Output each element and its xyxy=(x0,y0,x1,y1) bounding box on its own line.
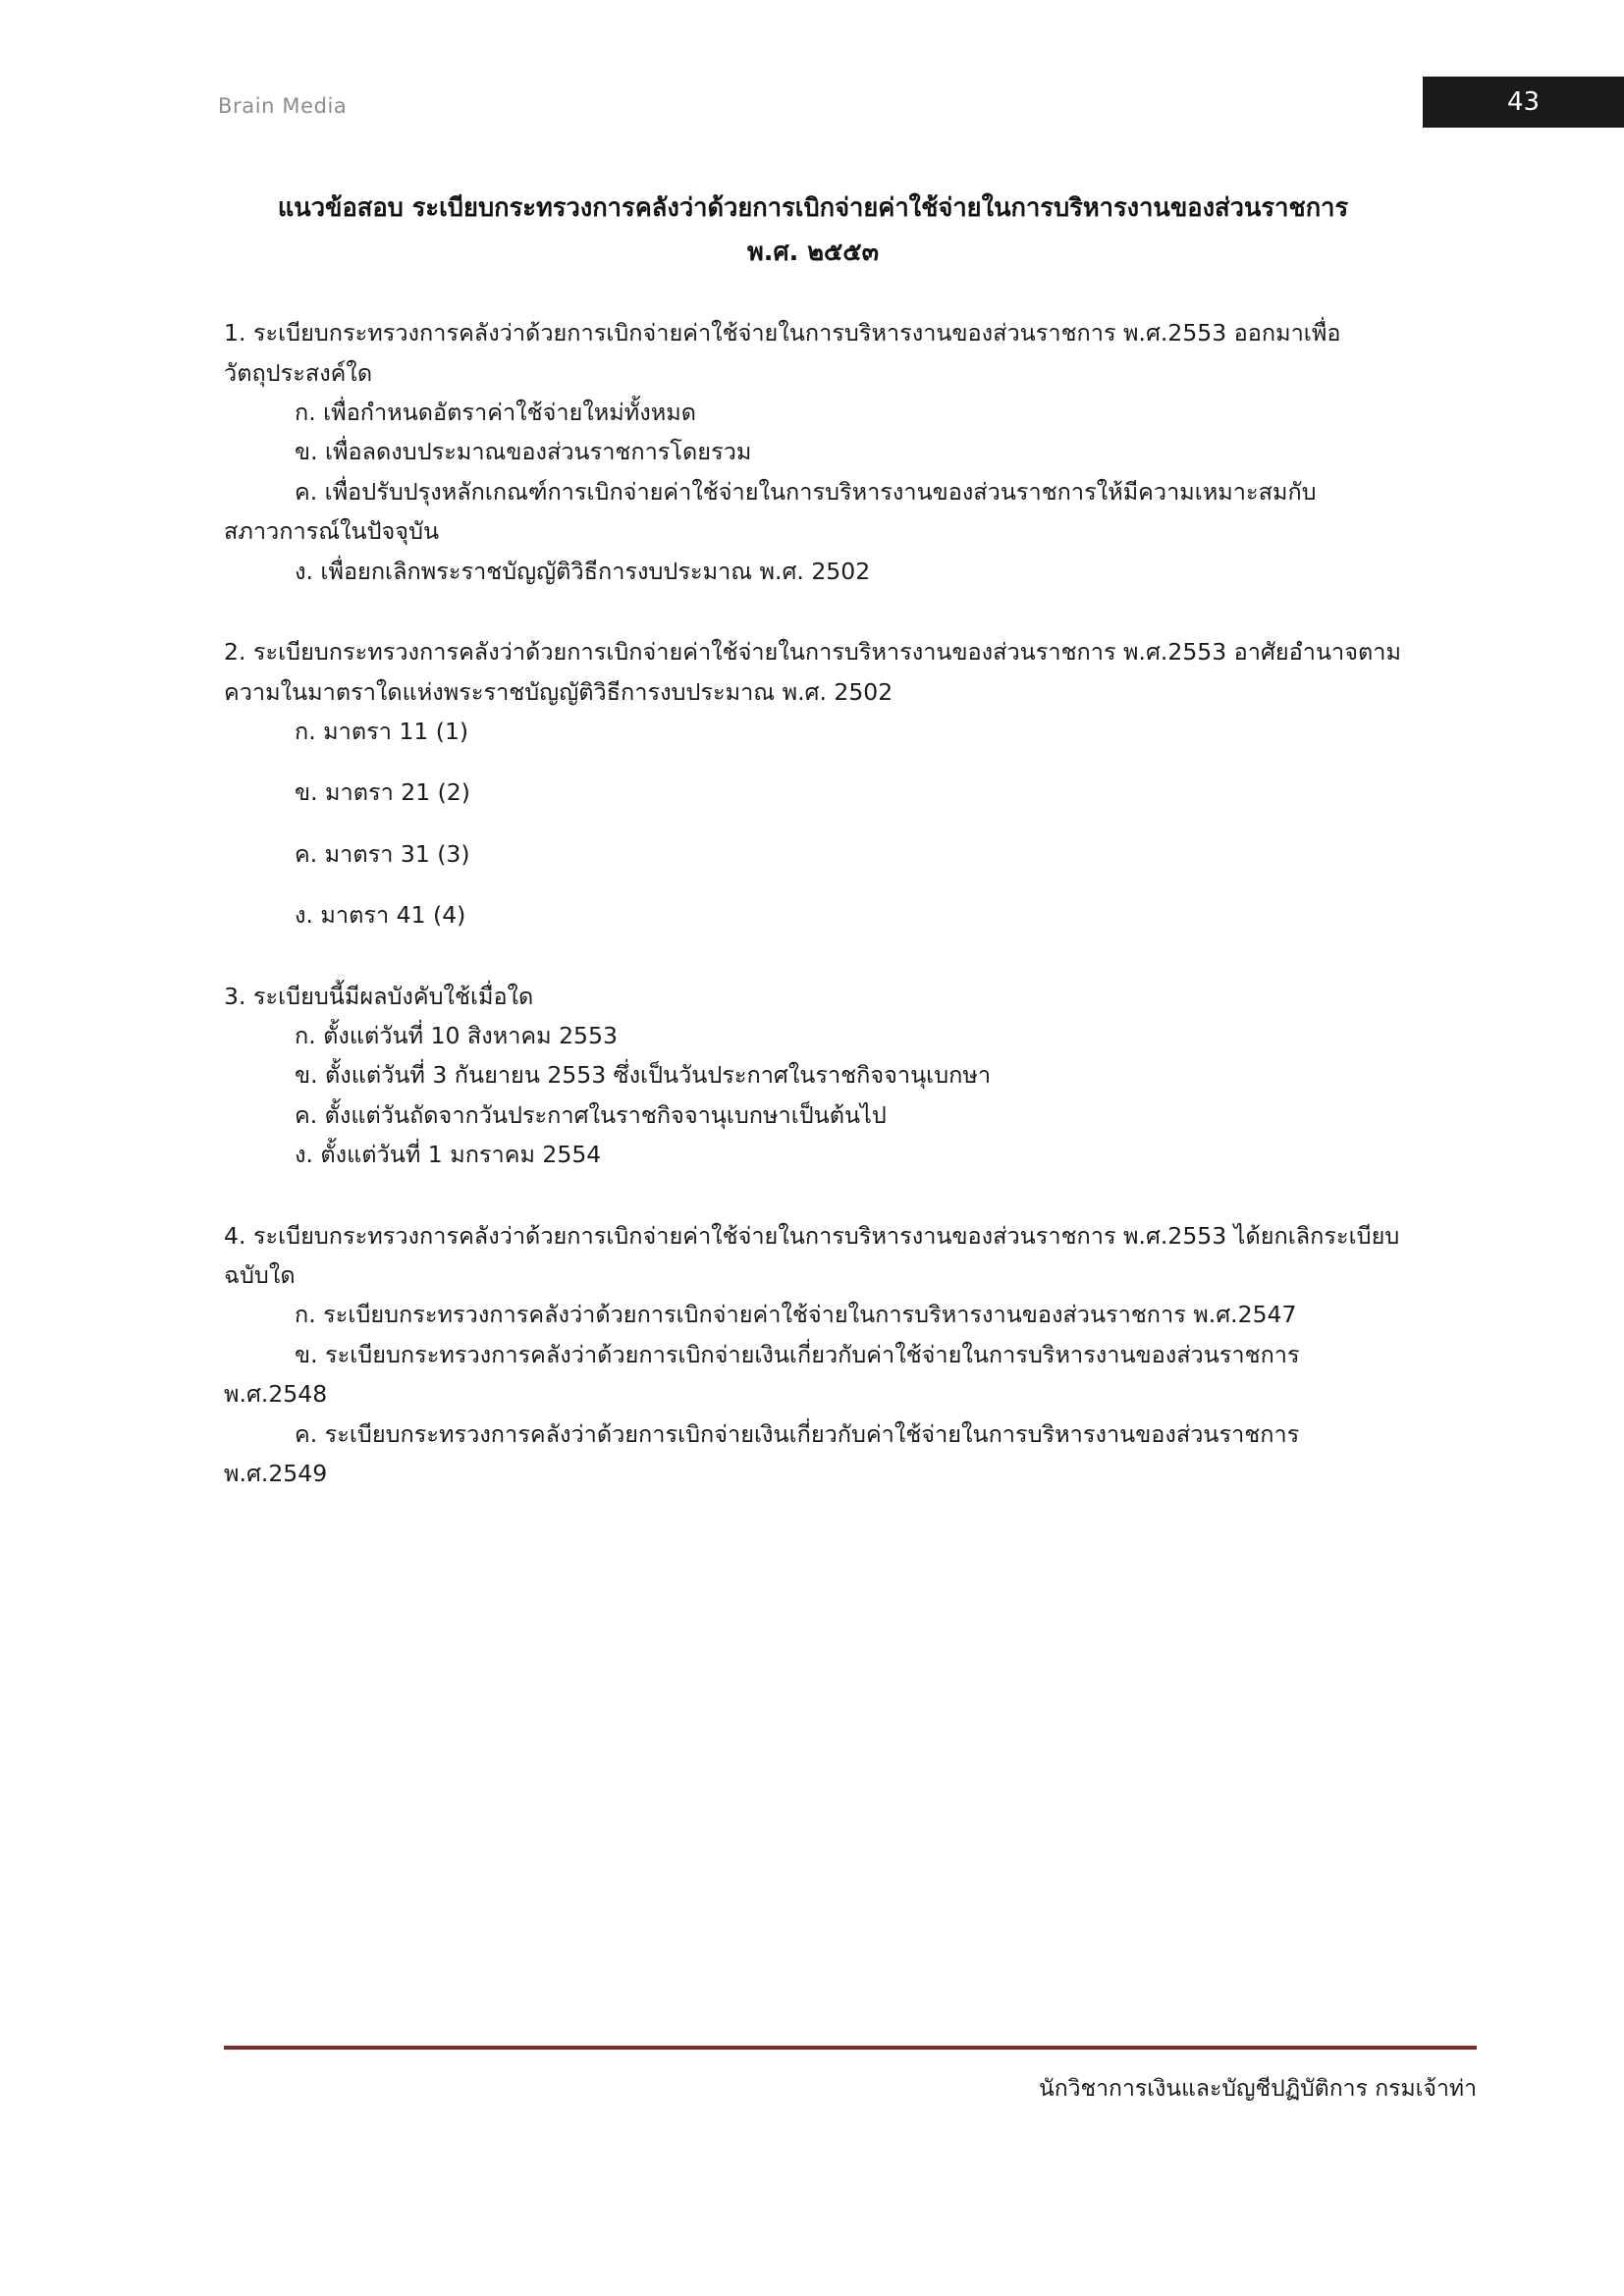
question-block-1 xyxy=(224,313,1402,591)
choice-list xyxy=(224,712,1402,935)
choice-item-d: ง. มาตรา 41 (4) xyxy=(295,901,466,930)
choice-item-c: ค. เพื่อปรับปรุงหลักเกณฑ์การเบิกจ่ายค่าใช้จ่ายในการบริหารงานของส่วนราชการให้มีความเหมาะสมกับสภาวการณ์ในปัจจุบัน xyxy=(224,477,1317,546)
choice-list xyxy=(224,393,1402,591)
question-block-3 xyxy=(224,977,1402,1175)
brand-label: Brain Media xyxy=(218,94,348,118)
page-title-line2: พ.ศ. ๒๕๕๓ xyxy=(746,237,880,267)
choice-item-a: ก. ตั้งแต่วันที่ 10 สิงหาคม 2553 xyxy=(295,1021,618,1049)
page-title-line1: แนวข้อสอบ ระเบียบกระทรวงการคลังว่าด้วยการเบิกจ่ายค่าใช้จ่ายในการบริหารงานของส่วนราชการ xyxy=(277,193,1349,223)
question-block-4 xyxy=(224,1216,1402,1494)
choice-item-b: ข. เพื่อลดงบประมาณของส่วนราชการโดยรวม xyxy=(295,438,752,466)
choice-item-c: ค. ระเบียบกระทรวงการคลังว่าด้วยการเบิกจ่ายเงินเกี่ยวกับค่าใช้จ่ายในการบริหารงานของส่วนราชการ พ.ศ.2549 xyxy=(224,1419,1300,1487)
page-title xyxy=(224,187,1402,274)
footer-divider xyxy=(224,2046,1477,2050)
choice-item-b: ข. มาตรา 21 (2) xyxy=(295,778,470,807)
document-content xyxy=(224,187,1402,1493)
choice-item-c: ค. มาตรา 31 (3) xyxy=(295,839,470,868)
choice-list xyxy=(224,1295,1402,1493)
question-block-2 xyxy=(224,632,1402,934)
question-text: 4. ระเบียบกระทรวงการคลังว่าด้วยการเบิกจ่ายค่าใช้จ่ายในการบริหารงานของส่วนราชการ พ.ศ.2553 ได้ยกเลิกระเบียบฉบับใด xyxy=(224,1221,1400,1289)
question-text: 1. ระเบียบกระทรวงการคลังว่าด้วยการเบิกจ่ายค่าใช้จ่ายในการบริหารงานของส่วนราชการ พ.ศ.2553 ออกมาเพื่อวัตถุประสงค์ใด xyxy=(224,319,1341,387)
page-number-badge xyxy=(1423,77,1624,128)
choice-item-d: ง. ตั้งแต่วันที่ 1 มกราคม 2554 xyxy=(295,1141,602,1169)
choice-item-c: ค. ตั้งแต่วันถัดจากวันประกาศในราชกิจจานุเบกษาเป็นต้นไป xyxy=(295,1100,887,1129)
choice-list xyxy=(224,1016,1402,1175)
footer-label: นักวิชาการเงินและบัญชีปฏิบัติการ กรมเจ้าท่า xyxy=(1038,2076,1477,2102)
choice-item-d: ง. เพื่อยกเลิกพระราชบัญญัติวิธีการงบประมาณ พ.ศ. 2502 xyxy=(295,557,871,585)
question-text: 2. ระเบียบกระทรวงการคลังว่าด้วยการเบิกจ่ายค่าใช้จ่ายในการบริหารงานของส่วนราชการ พ.ศ.2553 อาศัยอำนาจตามความในมาตราใดแห่งพระราชบัญญัติวิธีการงบประมาณ พ.ศ. 2502 xyxy=(224,638,1401,706)
choice-item-a: ก. มาตรา 11 (1) xyxy=(295,717,469,745)
choice-item-a: ก. ระเบียบกระทรวงการคลังว่าด้วยการเบิกจ่ายค่าใช้จ่ายในการบริหารงานของส่วนราชการ พ.ศ.2547 xyxy=(295,1301,1297,1329)
choice-item-b: ข. ตั้งแต่วันที่ 3 กันยายน 2553 ซึ่งเป็นวันประกาศในราชกิจจานุเบกษา xyxy=(295,1061,992,1090)
page-number-text: 43 xyxy=(1506,87,1541,117)
choice-item-b: ข. ระเบียบกระทรวงการคลังว่าด้วยการเบิกจ่ายเงินเกี่ยวกับค่าใช้จ่ายในการบริหารงานของส่วนราชการ พ.ศ.2548 xyxy=(224,1340,1300,1409)
question-text: 3. ระเบียบนี้มีผลบังคับใช้เมื่อใด xyxy=(224,982,534,1010)
choice-item-a: ก. เพื่อกำหนดอัตราค่าใช้จ่ายใหม่ทั้งหมด xyxy=(295,399,696,427)
